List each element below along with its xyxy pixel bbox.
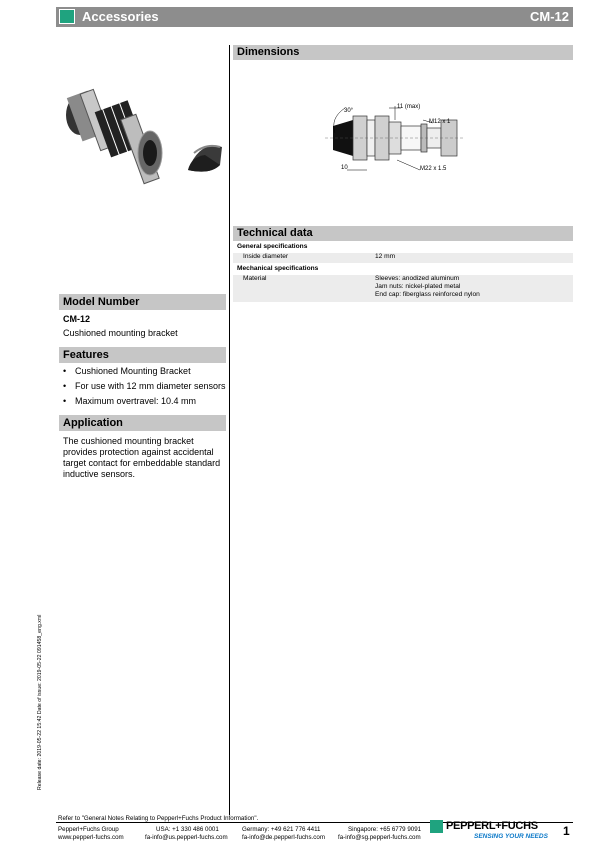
- inside-diameter-value: 12 mm: [375, 253, 396, 260]
- material-line: Jam nuts: nickel-plated metal: [375, 283, 461, 290]
- features-heading: Features: [59, 347, 226, 363]
- material-line: End cap: fiberglass reinforced nylon: [375, 291, 480, 298]
- max-label: 11 (max): [397, 104, 421, 110]
- ten-label: 10: [341, 165, 348, 171]
- footer-web-link[interactable]: www.pepperl-fuchs.com: [58, 834, 124, 841]
- dimension-drawing: [325, 98, 475, 183]
- application-line: provides protection against accidental: [63, 447, 214, 457]
- footer-de-mail[interactable]: fa-info@de.pepperl-fuchs.com: [242, 834, 325, 841]
- material-label: Material: [243, 275, 267, 282]
- brand-square-icon: [59, 9, 75, 24]
- table-row: [233, 275, 573, 302]
- model-code: CM-12: [63, 314, 91, 324]
- release-info: Release date: 2019-05-22 15:42 Date of issue: 2019-05-22 091458_eng.xml: [37, 614, 43, 790]
- page-number: 1: [563, 824, 570, 838]
- model-heading: Model Number: [59, 294, 226, 310]
- page-title: Accessories: [82, 9, 159, 24]
- product-photo: [60, 75, 230, 205]
- thread-top-label: M12 x 1: [429, 119, 451, 125]
- feature-item: • For use with 12 mm diameter sensors: [63, 381, 226, 391]
- material-line: Sleeves: anodized aluminum: [375, 275, 460, 282]
- table-row: [233, 253, 573, 263]
- feature-text: For use with 12 mm diameter sensors: [75, 381, 226, 391]
- logo-brand: PEPPERL+FUCHS: [446, 820, 538, 832]
- general-notes-link[interactable]: Refer to "General Notes Relating to Pepperl+Fuchs Product Information".: [58, 815, 259, 822]
- logo-tagline: SENSING YOUR NEEDS: [474, 833, 548, 840]
- application-line: The cushioned mounting bracket: [63, 436, 194, 446]
- application-line: target contact for embeddable standard: [63, 458, 221, 468]
- feature-text: Maximum overtravel: 10.4 mm: [75, 396, 197, 406]
- feature-text: Cushioned Mounting Bracket: [75, 366, 191, 376]
- dimensions-heading: Dimensions: [233, 45, 573, 60]
- thread-bottom-label: M22 x 1.5: [420, 166, 447, 172]
- general-spec-heading: General specifications: [237, 243, 308, 250]
- angle-label: 30°: [344, 108, 354, 114]
- product-code: CM-12: [529, 9, 569, 24]
- logo-mark-icon: [430, 820, 443, 833]
- feature-item: • Cushioned Mounting Bracket: [63, 366, 191, 376]
- footer-usa-mail[interactable]: fa-info@us.pepperl-fuchs.com: [145, 834, 228, 841]
- feature-item: • Maximum overtravel: 10.4 mm: [63, 396, 197, 406]
- pepperl-fuchs-logo: [430, 818, 550, 844]
- footer-group: Pepperl+Fuchs Group: [58, 826, 119, 833]
- technical-heading: Technical data: [233, 226, 573, 241]
- mechanical-spec-heading: Mechanical specifications: [237, 265, 319, 272]
- footer-sg-phone: Singapore: +65 6779 9091: [348, 826, 422, 833]
- footer-de-phone: Germany: +49 621 776 4411: [242, 826, 321, 833]
- inside-diameter-label: Inside diameter: [243, 253, 289, 260]
- footer-sg-mail[interactable]: fa-info@sg.pepperl-fuchs.com: [338, 834, 421, 841]
- model-name: Cushioned mounting bracket: [63, 328, 178, 338]
- footer-usa-phone: USA: +1 330 486 0001: [156, 826, 219, 833]
- application-heading: Application: [59, 415, 226, 431]
- header-bar: [56, 7, 573, 27]
- application-line: inductive sensors.: [63, 469, 136, 479]
